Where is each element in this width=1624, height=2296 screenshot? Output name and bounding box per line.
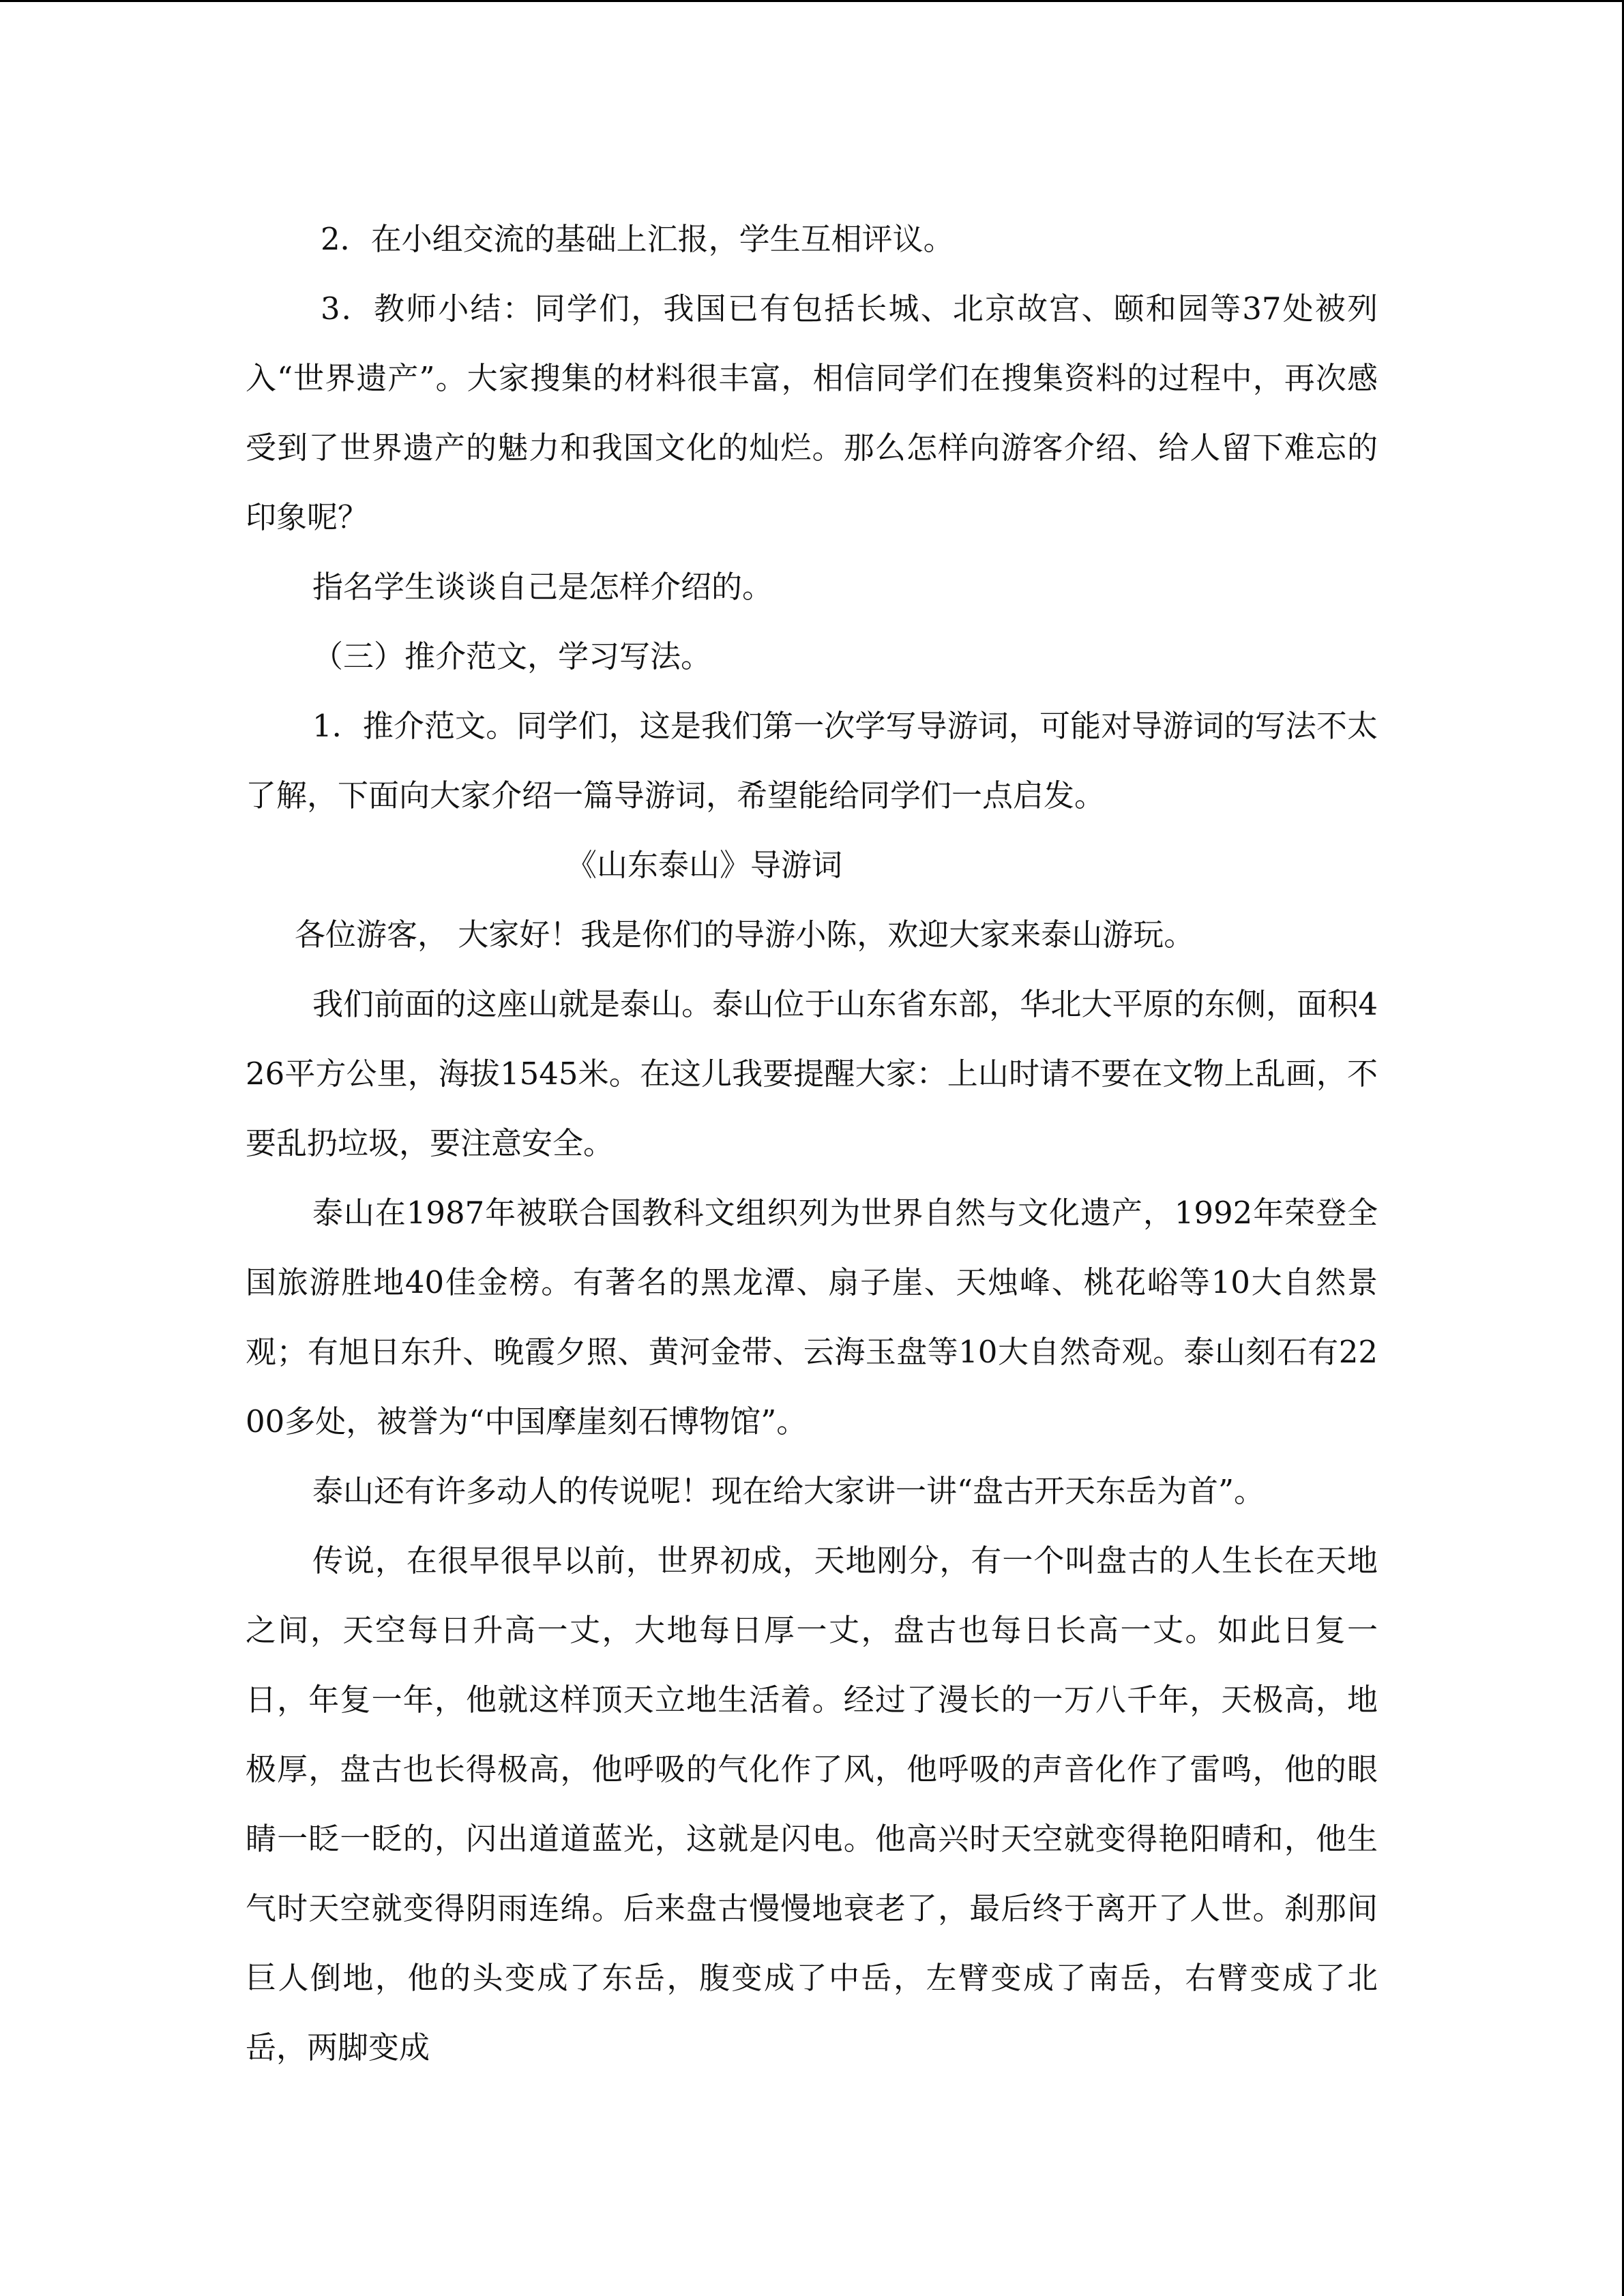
- paragraph-legend-intro: 泰山还有许多动人的传说呢！现在给大家讲一讲“盘古开天东岳为首”。: [312, 1473, 1265, 1509]
- paragraph-taishan-heritage: 泰山在1987年被联合国教科文组织列为世界自然与文化遗产，1992年荣登全国旅游胜地40佳金榜。有著名的黑龙潭、扇子崖、天烛峰、桃花峪等10大自然景观；有旭日东升、晚霞夕照、黄河金带、云海玉盘等10大自然奇观。泰山刻石有2200多处，被誉为“中国摩崖刻石博物馆”。: [246, 1195, 1378, 1440]
- essay-title: 《山东泰山》导游词: [566, 847, 843, 883]
- paragraph-pangu-legend: 传说，在很早很早以前，世界初成，天地刚分，有一个叫盘古的人生长在天地之间，天空每日升高一丈，大地每日厚一丈，盘古也每日长高一丈。如此日复一日，年复一年，他就这样顶天立地生活着。经过了漫长的一万八千年，天极高，地极厚，盘古也长得极高，他呼吸的气化作了风，他呼吸的声音化作了雷鸣，他的眼睛一眨一眨的，闪出道道蓝光，这就是闪电。他高兴时天空就变得艳阳晴和，他生气时天空就变得阴雨连绵。后来盘古慢慢地衰老了，最后终于离开了人世。刹那间巨人倒地，他的头变成了东岳，腹变成了中岳，左臂变成了南岳，右臂变成了北岳，两脚变成: [246, 1542, 1378, 2066]
- paragraph-greeting: 各位游客， 大家好！我是你们的导游小陈，欢迎大家来泰山游玩。: [295, 916, 1195, 953]
- paragraph-recommend: 1．推介范文。同学们，这是我们第一次学写导游词，可能对导游词的写法不太了解，下面向大家介绍一篇导游词，希望能给同学们一点启发。: [246, 708, 1378, 814]
- paragraph-teacher-summary: 3．教师小结：同学们，我国已有包括长城、北京故宫、颐和园等37处被列入“世界遗产”。大家搜集的材料很丰富，相信同学们在搜集资料的过程中，再次感受到了世界遗产的魅力和我国文化的灿烂。那么怎样向游客介绍、给人留下难忘的印象呢？: [246, 290, 1378, 535]
- paragraph-name-students: 指名学生谈谈自己是怎样介绍的。: [312, 569, 773, 605]
- paragraph-report: 2．在小组交流的基础上汇报，学生互相评议。: [321, 221, 954, 257]
- paragraph-taishan-location: 我们前面的这座山就是泰山。泰山位于山东省东部，华北大平原的东侧，面积426平方公里，海拔1545米。在这儿我要提醒大家：上山时请不要在文物上乱画，不要乱扔垃圾，要注意安全。: [246, 986, 1378, 1161]
- section-heading-three: （三）推介范文，学习写法。: [312, 638, 712, 674]
- page-border-top: [0, 0, 1624, 2]
